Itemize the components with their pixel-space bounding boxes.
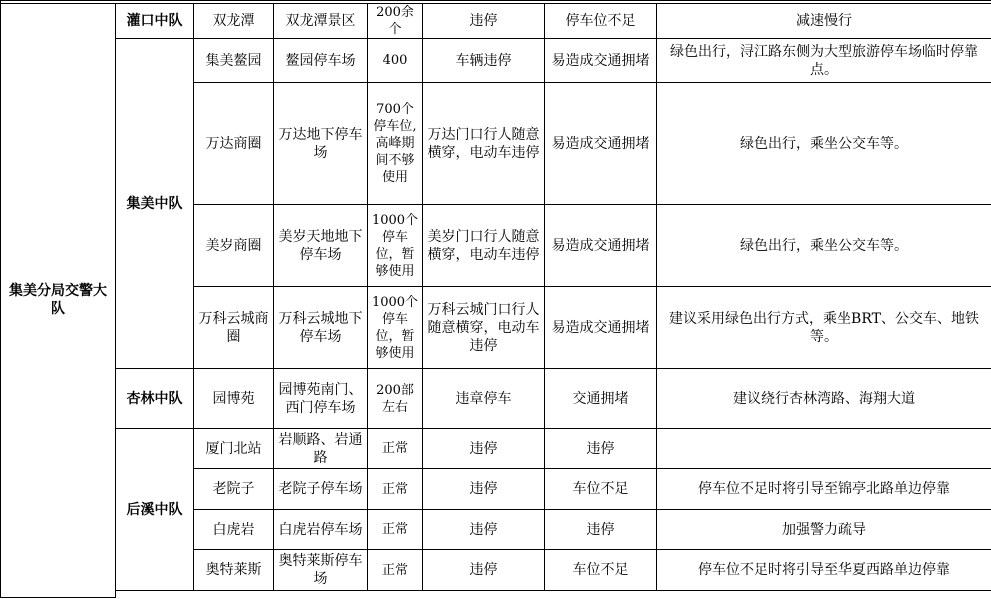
advice-cell <box>657 429 991 469</box>
table-row <box>1 369 991 429</box>
issue-cell: 违停 <box>423 469 545 510</box>
problem-cell: 易造成交通拥堵 <box>545 205 657 287</box>
place-cell: 集美鳌园 <box>194 39 274 83</box>
spaces-cell: 正常 <box>368 550 423 591</box>
problem-cell: 停车位不足 <box>545 4 657 39</box>
problem-cell: 交通拥堵 <box>545 369 657 429</box>
place-cell: 万达商圈 <box>194 83 274 205</box>
advice-cell: 停车位不足时将引导至锦亭北路单边停靠 <box>657 469 991 510</box>
issue-cell: 违章停车 <box>423 369 545 429</box>
issue-cell: 美岁门口行人随意横穿，电动车违停 <box>423 205 545 287</box>
place-cell: 老院子 <box>194 469 274 510</box>
place-cell: 美岁商圈 <box>194 205 274 287</box>
spaces-cell: 200余个 <box>368 4 423 39</box>
issue-cell: 万科云城门口行人随意横穿，电动车违停 <box>423 287 545 369</box>
lot-cell: 奥特莱斯停车场 <box>274 550 368 591</box>
lot-cell: 岩顺路、岩通路 <box>274 429 368 469</box>
advice-cell: 建议绕行杏林湾路、海翔大道 <box>657 369 991 429</box>
spaces-cell: 1000个停车位，暂够使用 <box>368 287 423 369</box>
issue-cell: 万达门口行人随意横穿，电动车违停 <box>423 83 545 205</box>
advice-cell: 建议采用绿色出行方式，乘坐BRT、公交车、地铁等。 <box>657 287 991 369</box>
squad-cell: 后溪中队 <box>116 429 194 591</box>
issue-cell: 车辆违停 <box>423 39 545 83</box>
brigade-cell: 集美分局交警大队 <box>1 4 116 598</box>
problem-cell: 易造成交通拥堵 <box>545 287 657 369</box>
squad-cell: 灌口中队 <box>116 4 194 39</box>
table-row <box>1 4 991 39</box>
lot-cell: 白虎岩停车场 <box>274 510 368 550</box>
advice-cell: 绿色出行，乘坐公交车等。 <box>657 205 991 287</box>
spaces-cell: 700个停车位,高峰期间不够使用 <box>368 83 423 205</box>
lot-cell: 万科云城地下停车场 <box>274 287 368 369</box>
place-cell: 万科云城商圈 <box>194 287 274 369</box>
squad-cell: 集美中队 <box>116 39 194 369</box>
squad-cell: 杏林中队 <box>116 369 194 429</box>
table-row <box>1 429 991 469</box>
place-cell: 园博苑 <box>194 369 274 429</box>
next-row-edge <box>116 591 991 598</box>
place-cell: 奥特莱斯 <box>194 550 274 591</box>
advice-cell: 绿色出行，浔江路东侧为大型旅游停车场临时停靠点。 <box>657 39 991 83</box>
spaces-cell: 200部左右 <box>368 369 423 429</box>
problem-cell: 违停 <box>545 510 657 550</box>
lot-cell: 美岁天地地下停车场 <box>274 205 368 287</box>
advice-cell: 绿色出行，乘坐公交车等。 <box>657 83 991 205</box>
spaces-cell: 正常 <box>368 429 423 469</box>
issue-cell: 违停 <box>423 429 545 469</box>
place-cell: 白虎岩 <box>194 510 274 550</box>
problem-cell: 车位不足 <box>545 550 657 591</box>
advice-cell: 加强警力疏导 <box>657 510 991 550</box>
lot-cell: 园博苑南门、西门停车场 <box>274 369 368 429</box>
lot-cell: 鳌园停车场 <box>274 39 368 83</box>
lot-cell: 老院子停车场 <box>274 469 368 510</box>
problem-cell: 违停 <box>545 429 657 469</box>
lot-cell: 双龙潭景区 <box>274 4 368 39</box>
issue-cell: 违停 <box>423 550 545 591</box>
issue-cell: 违停 <box>423 4 545 39</box>
problem-cell: 易造成交通拥堵 <box>545 83 657 205</box>
advice-cell: 减速慢行 <box>657 4 991 39</box>
place-cell: 双龙潭 <box>194 4 274 39</box>
spaces-cell: 1000个停车位，暂够使用 <box>368 205 423 287</box>
problem-cell: 易造成交通拥堵 <box>545 39 657 83</box>
spaces-cell: 正常 <box>368 510 423 550</box>
issue-cell: 违停 <box>423 510 545 550</box>
place-cell: 厦门北站 <box>194 429 274 469</box>
spaces-cell: 400 <box>368 39 423 83</box>
table-row <box>1 39 991 83</box>
problem-cell: 车位不足 <box>545 469 657 510</box>
advice-cell: 停车位不足时将引导至华夏西路单边停靠 <box>657 550 991 591</box>
spaces-cell: 正常 <box>368 469 423 510</box>
lot-cell: 万达地下停车场 <box>274 83 368 205</box>
